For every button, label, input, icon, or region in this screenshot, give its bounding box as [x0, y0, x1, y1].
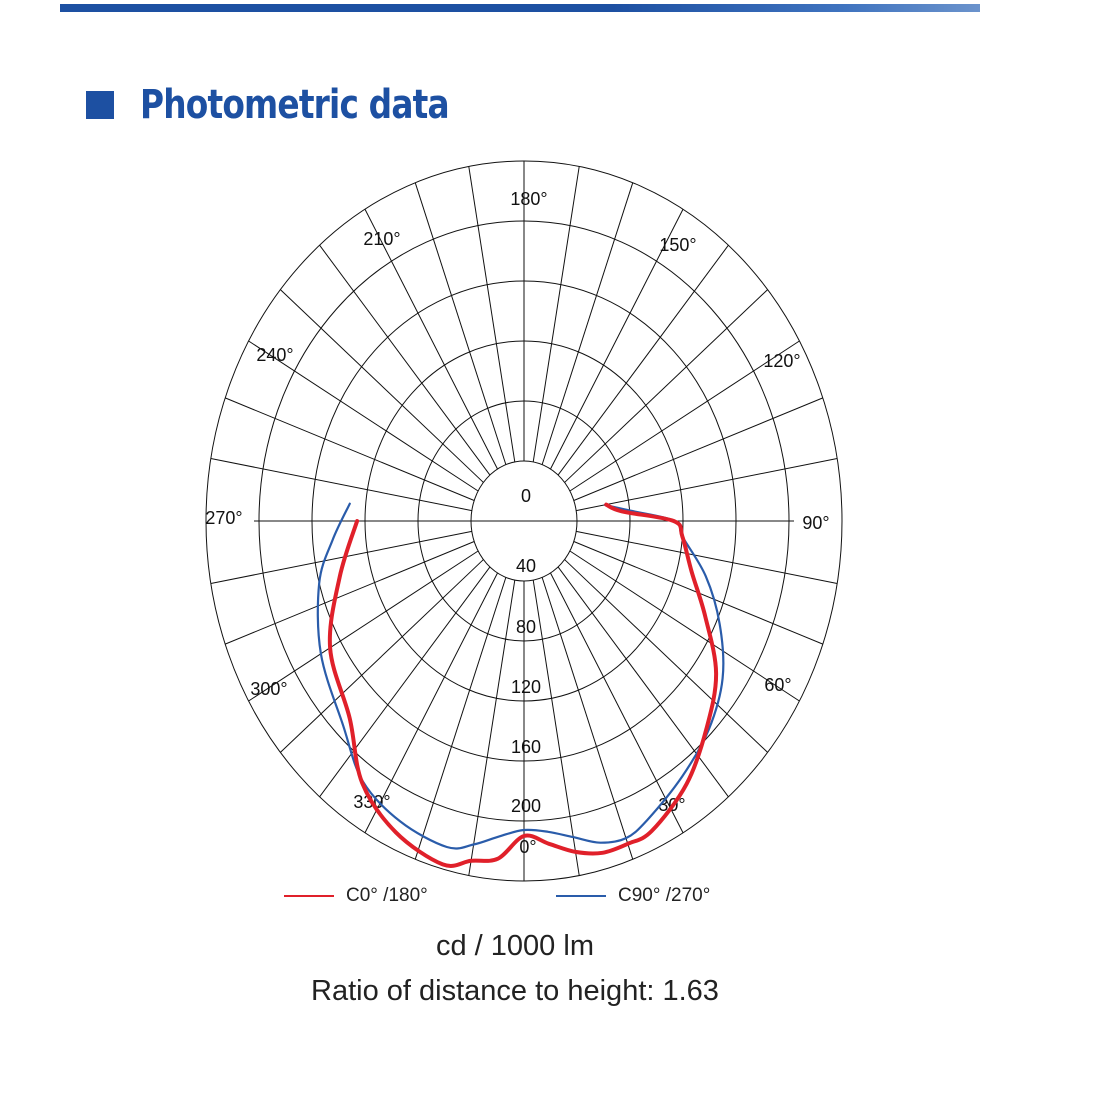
unit-label: cd / 1000 lm	[436, 930, 594, 962]
grid-spoke	[558, 245, 728, 475]
radial-tick-label: 120	[510, 676, 542, 697]
grid-spoke	[225, 398, 474, 501]
grid-spoke	[542, 577, 633, 859]
angle-label-0: 0°	[519, 836, 537, 857]
radial-tick-label: 0	[520, 485, 532, 506]
page-title: Photometric data	[140, 82, 449, 128]
grid-spoke	[574, 398, 823, 501]
angle-label-330: 330°	[353, 791, 391, 812]
angle-label-150: 150°	[659, 234, 697, 255]
grid-spoke	[542, 183, 633, 465]
grid-spoke	[320, 245, 490, 475]
radial-tick-label: 200	[510, 795, 542, 816]
radial-tick-label: 160	[510, 736, 542, 757]
ratio-label: Ratio of distance to height: 1.63	[311, 975, 719, 1007]
angle-label-300: 300°	[250, 678, 288, 699]
angle-label-30: 30°	[658, 794, 686, 815]
legend-label-c0: C0° /180°	[346, 885, 428, 906]
radial-tick-label: 40	[515, 555, 537, 576]
grid-spoke	[415, 577, 506, 859]
grid-spoke	[280, 290, 483, 483]
grid-spoke	[469, 580, 515, 875]
radial-tick-labels	[511, 486, 541, 816]
legend-item-c0	[284, 885, 428, 907]
polar-grid	[206, 161, 842, 881]
grid-spoke	[211, 458, 472, 510]
angle-label-60: 60°	[764, 674, 792, 695]
grid-spoke	[565, 290, 768, 483]
grid-spoke	[415, 183, 506, 465]
grid-spoke	[280, 560, 483, 753]
angle-label-270: 270°	[205, 507, 243, 528]
angle-label-180: 180°	[510, 188, 548, 209]
angle-label-240: 240°	[256, 344, 294, 365]
legend-label-c90: C90° /270°	[618, 885, 711, 906]
angle-label-120: 120°	[763, 350, 801, 371]
legend-swatch-c90	[556, 895, 606, 897]
grid-spoke	[533, 166, 579, 461]
angle-label-90: 90°	[802, 512, 830, 533]
grid-spoke	[320, 567, 490, 797]
legend-swatch-c0	[284, 895, 334, 897]
grid-spoke	[565, 560, 768, 753]
grid-spoke	[225, 542, 474, 645]
legend-item-c90	[556, 885, 710, 907]
radial-tick-label: 80	[515, 616, 537, 637]
grid-spoke	[469, 166, 515, 461]
angle-label-210: 210°	[363, 228, 401, 249]
grid-spoke	[576, 458, 837, 510]
